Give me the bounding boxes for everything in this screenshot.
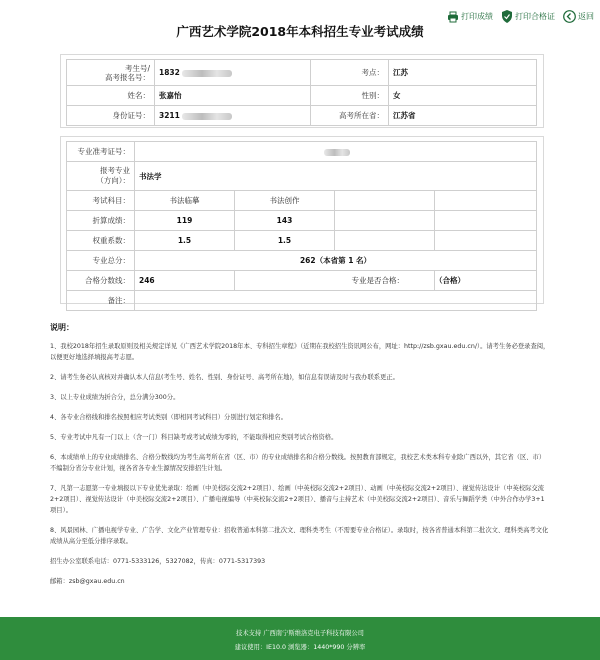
certificate-icon [501,10,513,23]
converted-score: 119 [135,211,235,231]
empty-cell [435,231,537,251]
name-value: 张嘉怡 [155,86,311,106]
hometown-value: 江苏省 [389,106,537,126]
print-certificate-button[interactable] [501,10,555,23]
converted-score: 143 [235,211,335,231]
header-actions [447,10,594,23]
notes-section [50,322,550,596]
page-title: 广西艺术学院2018年本科招生专业考试成绩 [176,24,424,39]
weight-value: 1.5 [235,231,335,251]
name-label: 姓名： [67,86,155,106]
redacted-mark [182,70,232,77]
qualified-value: （合格） [435,271,537,291]
major-value: 书法学 [135,162,537,191]
note-item: 7、凡第一志愿第一专业填报以下专业优先录取：绘画（中美校际交流2+2项目）、绘画（中英校际交流2+2项目）、动画（中英校际交流2+2项目）、视觉传达设计（中英校际交流2+2项目）、视觉传达设计（中美校际交流2+2项目）、广播电视编导（中英校际交流2+2项目）、播音与主持艺术（中美校际交流2+2项目）、音乐与舞蹈学类（中外合作办学3+1项目）。 [50,485,545,514]
province-label: 考点： [311,60,389,86]
subjects-label: 考试科目： [67,191,135,211]
page-footer [0,617,600,660]
print-score-button[interactable] [447,11,493,23]
subject-cell: 书法临摹 [135,191,235,211]
weight-value: 1.5 [135,231,235,251]
notes-heading: 说明： [50,323,74,332]
empty-cell [335,191,435,211]
id-value: 3211 [155,106,311,126]
note-item: 8、风景园林、广播电视学专业、广告学、文化产业管理专业：招收普通本科第二批次文、理科类考生（不需要专业合格证）。录取时，按各省普通本科第二批次文、理科类高考文化成绩从高分至低分排序录取。 [50,527,549,545]
hometown-label: 高考所在省： [311,106,389,126]
pass-line-value: 246 [135,271,235,291]
note-item: 2、请考生务必认真核对并确认本人信息(考生号、姓名、性别、身份证号、高考所在地)，如信息有误请及时与我办联系更正。 [50,374,399,381]
total-label: 专业总分： [67,251,135,271]
empty-cell [335,231,435,251]
empty-cell [335,211,435,231]
exam-no-label: 考生号/ 高考报名号： [67,60,155,86]
major-label: 报考专业 （方向）： [67,162,135,191]
printer-icon [447,11,459,23]
subject-cell: 书法创作 [235,191,335,211]
redacted-mark [182,113,232,120]
redacted-mark [324,149,350,156]
footer-browser-tip: 建议使用：IE10.0 浏览器：1440*990 分辨率 [234,644,366,651]
note-item: 4、各专业合格线和排名按照相应考试类别（即相同考试科目）分别进行划定和排名。 [50,414,287,421]
province-value: 江苏 [389,60,537,86]
qualified-label: 专业是否合格： [235,271,435,291]
back-button[interactable] [563,10,594,23]
print-certificate-label: 打印合格证 [515,12,555,21]
note-item: 6、本成绩单上的专业成绩排名、合格分数线均为考生高考所在省（区、市）的专业成绩排名和合格分数线。按照教育部规定，我校艺术类本科专业除广西以外，其它省（区、市）不编制分省分专业计划，视各省各专业生源情况安排招生计划。 [50,454,546,472]
id-label: 身份证号： [67,106,155,126]
contact-email: 邮箱：zsb@gxau.edu.cn [50,578,125,585]
ticket-label: 专业准考证号： [67,142,135,162]
gender-label: 性别： [311,86,389,106]
back-label: 返回 [578,12,594,21]
converted-label: 折算成绩： [67,211,135,231]
empty-cell [435,191,537,211]
exam-no-value: 1832 [155,60,311,86]
pass-line-label: 合格分数线： [67,271,135,291]
ticket-value [135,142,537,162]
total-value: 262（本省第 1 名） [135,251,537,271]
gender-value: 女 [389,86,537,106]
contact-phone: 招生办公室联系电话：0771-5333126，5327082，传真：0771-5317393 [50,558,266,565]
back-arrow-icon [563,10,576,23]
remark-label: 备注： [67,291,135,311]
remark-value [135,291,537,311]
footer-support: 技术支持 广西南宁斯维洛克电子科技有限公司 [236,630,364,637]
page-header [0,0,600,40]
empty-cell [435,211,537,231]
weight-label: 权重系数： [67,231,135,251]
note-item: 5、专业考试中凡有一门以上（含一门）科目缺考或考试成绩为零的，不能取得相应类别考试合格资格。 [50,434,338,441]
note-item: 3、以上专业成绩为折合分，总分满分300分。 [50,394,180,401]
note-item: 1、我校2018年招生录取原则及相关规定详见《广西艺术学院2018年本、专科招生章程》（近期在我校招生资讯网公布，网址：http://zsb.gxau.edu.cn/）。请考生务必登录查阅，以便更好地选择填报高考志愿。 [50,343,550,361]
print-score-label: 打印成绩 [461,12,493,21]
candidate-info-table [66,59,537,126]
score-table [66,141,537,311]
